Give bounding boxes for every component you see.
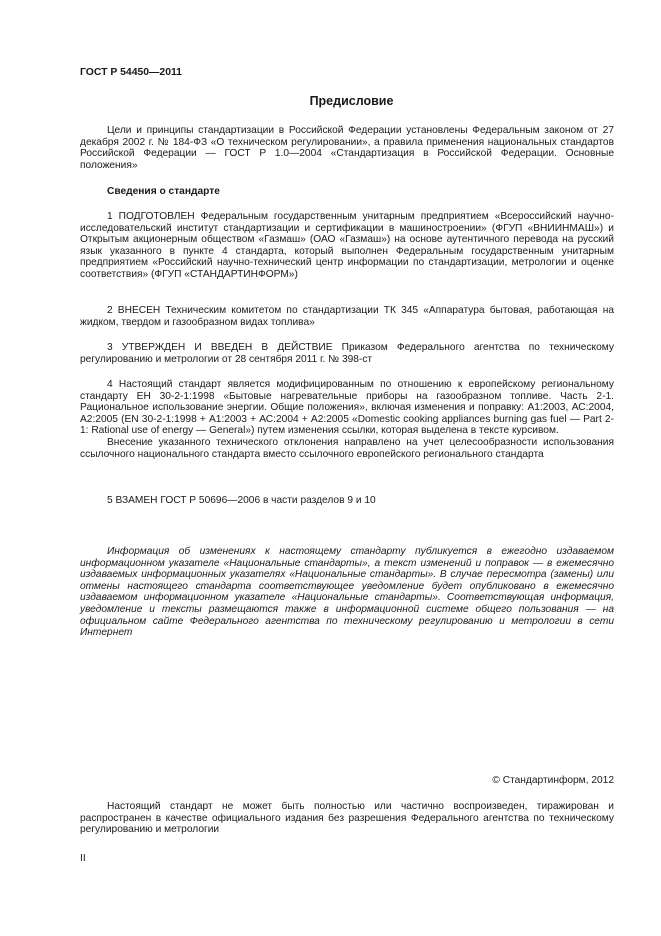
item-5: 5 ВЗАМЕН ГОСТ Р 50696—2006 в части разделов 9 и 10 <box>107 495 376 506</box>
section-subheading: Сведения о стандарте <box>107 186 220 197</box>
reproduction-notice: Настоящий стандарт не может быть полностью или частично воспроизведен, тиражирован и распространен в качестве официального издания без разрешения Федерального агентства по техническому регулированию и метрологии <box>80 801 614 836</box>
item-2: 2 ВНЕСЕН Техническим комитетом по стандартизации ТК 345 «Аппаратура бытовая, работающая на жидком, твердом и газообразном видах топлива» <box>80 305 614 328</box>
item-1: 1 ПОДГОТОВЛЕН Федеральным государственным унитарным предприятием «Всероссийский научно-исследовательский институт стандартизации и сертификации в машиностроении» (ФГУП «ВНИИНМАШ») и Открытым акционерным обществом «Газмаш» (ОАО «Газмаш») на основе аутентичного перевода на русский язык указанного в пункте 4 стандарта, который выполнен Федеральным государственным унитарным предприятием «Российский научно-технический центр информации по стандартизации, метрологии и оценке соответствия» (ФГУП «СТАНДАРТИНФОРМ») <box>80 211 614 280</box>
intro-paragraph: Цели и принципы стандартизации в Российской Федерации установлены Федеральным законом от 27 декабря 2002 г. № 184-ФЗ «О техническом регулировании», а правила применения национальных стандартов Российской Федерации — ГОСТ Р 1.0—2004 «Стандартизация в Российской Федерации. Основные положения» <box>80 125 614 171</box>
info-paragraph: Информация об изменениях к настоящему стандарту публикуется в ежегодно издаваемом информационном указателе «Национальные стандарты», а текст изменений и поправок — в ежемесячно издаваемых информационных указателях «Национальные стандарты». В случае пересмотра (замены) или отмены настоящего стандарта соответствующее уведомление будет опубликовано в ежемесячно издаваемом информационном указателе «Национальные стандарты». Соответствующая информация, уведомление и тексты размещаются также в информационной системе общего пользования — на официальном сайте Федерального агентства по техническому регулированию и метрологии в сети Интернет <box>80 546 614 639</box>
copyright-line: © Стандартинформ, 2012 <box>492 775 614 786</box>
document-header: ГОСТ Р 54450—2011 <box>80 67 182 78</box>
item-3: 3 УТВЕРЖДЕН И ВВЕДЕН В ДЕЙСТВИЕ Приказом Федерального агентства по техническому регулированию и метрологии от 28 сентября 2011 г. № 398-ст <box>80 342 614 365</box>
item-4-note: Внесение указанного технического отклонения направлено на учет целесообразности использования ссылочного национального стандарта вместо ссылочного европейского регионального стандарта <box>80 436 614 460</box>
page-number: II <box>80 853 86 864</box>
item-4: 4 Настоящий стандарт является модифицированным по отношению к европейскому региональному стандарту ЕН 30-2-1:1998 «Бытовые нагревательные приборы на газообразном топливе. Часть 2-1. Рациональное использование энергии. Общие положения», включая изменения и поправку: А1:2003, АС:2004, А2:2005 (EN 30-2-1:1998 + А1:2003 + АС:2004 + А2:2005 «Domestic cooking appliances burning gas fuel — Part 2-1: Rational use of energy — General») путем изменения ссылки, которая выделена в тексте курсивом. Внесение указанного технического отклонения направлено на учет целесообразности использования ссылочного национального стандарта вместо ссылочного европейского регионального стандарта <box>80 379 614 460</box>
page-title: Предисловие <box>309 94 394 108</box>
